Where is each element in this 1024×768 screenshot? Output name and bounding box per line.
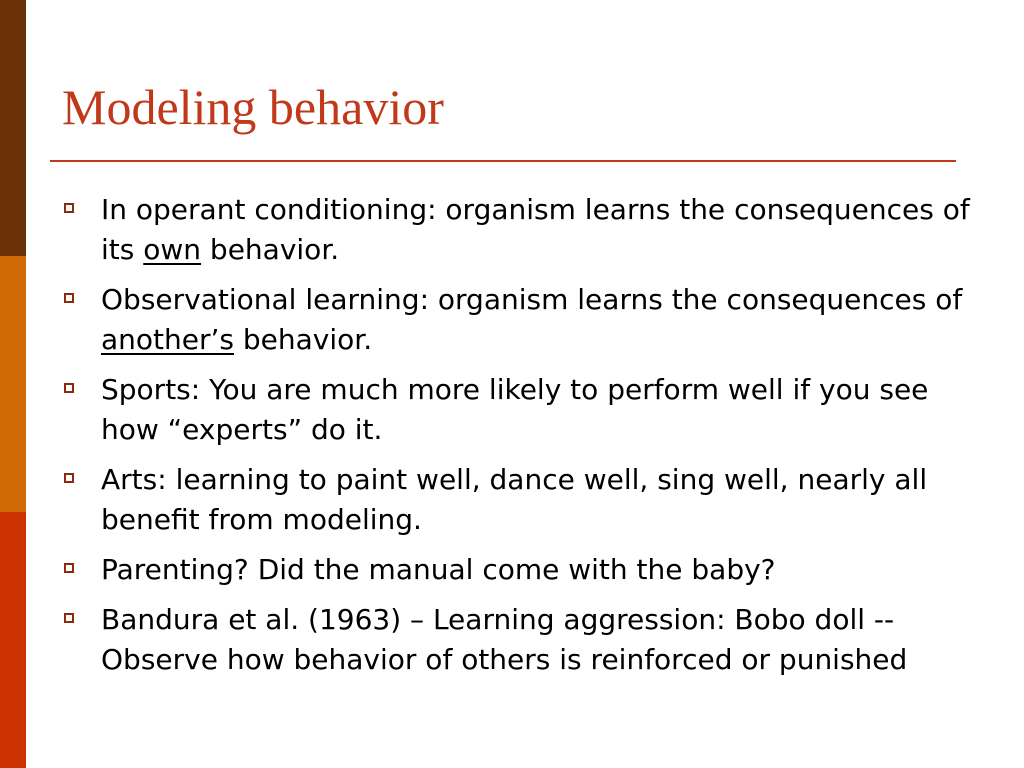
bullet-text-end: behavior. (201, 233, 340, 266)
side-bar-segment-middle (0, 256, 26, 512)
decorative-side-bar (0, 0, 26, 768)
bullet-text-end: behavior. (234, 323, 373, 356)
bullet-list (60, 190, 980, 690)
bullet-text: Sports: You are much more likely to perform well if you see how “experts” do it. (101, 373, 929, 446)
hollow-square-bullet-icon (64, 293, 74, 303)
title-underline-rule (50, 160, 956, 162)
bullet-item-bandura (60, 600, 980, 680)
bullet-item-operant (60, 190, 980, 270)
hollow-square-bullet-icon (64, 203, 74, 213)
hollow-square-bullet-icon (64, 563, 74, 573)
bullet-item-arts (60, 460, 980, 540)
hollow-square-bullet-icon (64, 383, 74, 393)
bullet-item-observational (60, 280, 980, 360)
bullet-text: Parenting? Did the manual come with the baby? (101, 553, 776, 586)
bullet-item-sports (60, 370, 980, 450)
bullet-text: Bandura et al. (1963) – Learning aggression: Bobo doll -- Observe how behavior of others is reinforced or punished (101, 603, 908, 676)
side-bar-segment-bottom (0, 512, 26, 768)
hollow-square-bullet-icon (64, 473, 74, 483)
bullet-emphasis-own: own (143, 233, 202, 266)
bullet-item-parenting (60, 550, 980, 590)
hollow-square-bullet-icon (64, 613, 74, 623)
slide-title: Modeling behavior (62, 79, 444, 135)
bullet-text: Arts: learning to paint well, dance well, sing well, nearly all benefit from modeling. (101, 463, 928, 536)
side-bar-segment-top (0, 0, 26, 256)
bullet-text: In operant conditioning: organism learns the consequences of its (101, 193, 970, 266)
bullet-text: Observational learning: organism learns the consequences of (101, 283, 963, 316)
bullet-emphasis-anothers: another’s (101, 323, 234, 356)
